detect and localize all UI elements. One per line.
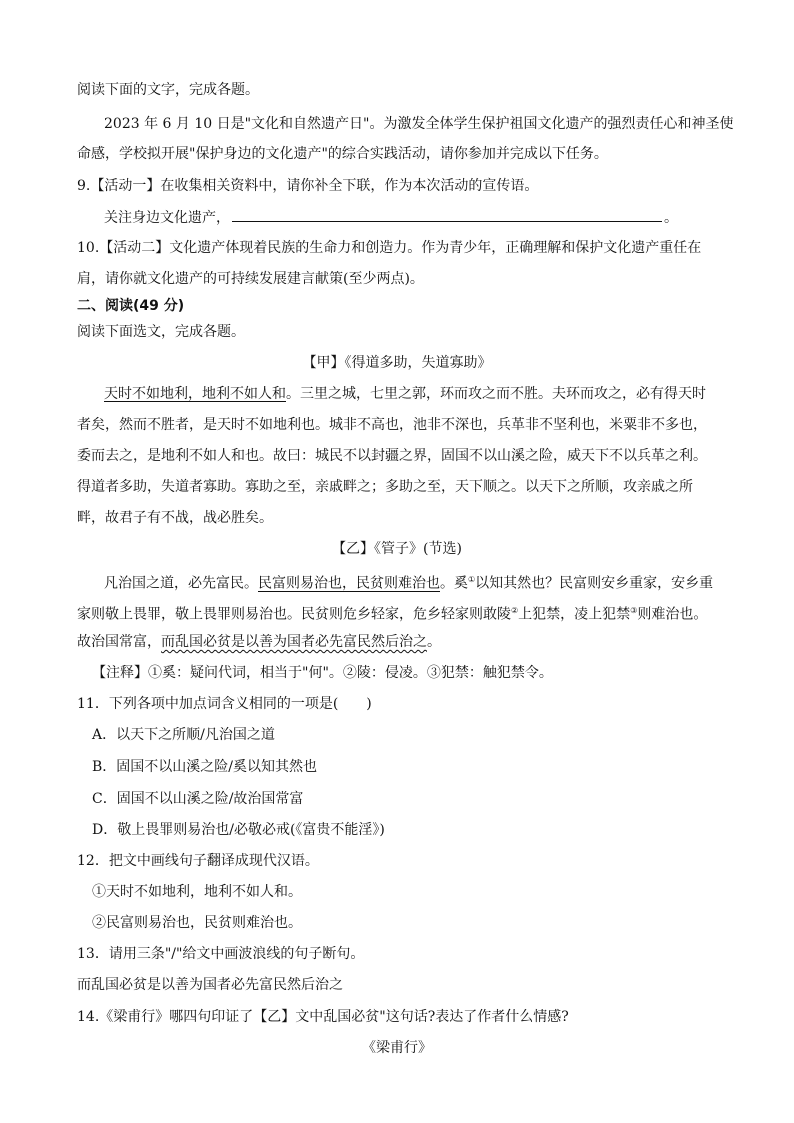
reading-instruction-2: 阅读下面选文，完成各题。 [77,324,245,340]
option-a[interactable]: A．以天下之所顺/凡治国之道 [92,727,275,743]
underlined-sentence: 天时不如地利，地利不如人和 [104,386,286,402]
footnote-marker: ② [511,606,519,615]
section-heading: 二、阅读(49 分) [77,298,185,314]
passage-yi-line [77,632,754,652]
poem-title: 《梁甫行》 [362,1040,432,1056]
question-13: 13．请用三条"/"给文中画波浪线的句子断句。 [77,946,365,962]
question-12-item-2: ②民富则易治也，民贫则难治也。 [92,915,302,931]
footnote-marker: ③ [630,606,638,615]
passage-jia-line: 委而去之，是地利不如人和也。故曰：城民不以封疆之界，固国不以山溪之险，威天下不以兵革之利。 [77,448,707,464]
text-span: 。三里之城，七里之郭，环而攻之而不胜。夫环而攻之，必有得天时 [286,386,706,402]
option-b[interactable]: B．固国不以山溪之险/奚以知其然也 [92,759,318,775]
reading-instruction-1: 阅读下面的文字，完成各题。 [77,82,259,98]
question-12: 12．把文中画线句子翻译成现代汉语。 [77,853,319,869]
underlined-sentence: 民富则易治也，民贫则难治也 [258,575,440,592]
text-span: 以知其然也？民富则安乡重家，安乡重 [475,575,714,592]
wavy-underlined-sentence: 而乱国必贫是以善为国者必先富民然后治之 [161,634,427,650]
question-10: 10.【活动二】文化遗产体现着民族的生命力和创造力。作为青少年，正确理解和保护文化遗产重任在 [77,240,702,256]
passage-jia-line: 得道者多助，失道者寡助。寡助之至，亲戚畔之；多助之至，天下顺之。以天下之所顺，攻亲戚之所 [77,479,693,495]
passage-jia-line [104,384,754,404]
annotations: 【注释】①奚：疑问代词，相当于"何"。②陵：侵凌。③犯禁：触犯禁令。 [92,665,553,681]
question-12-item-1: ①天时不如地利，地利不如人和。 [92,884,302,900]
text-span: 故治国常富， [77,634,161,650]
passage-paragraph-line: 命感，学校拟开展"保护身边的文化遗产"的综合实践活动，请你参加并完成以下任务。 [77,146,608,162]
answer-suffix: 。 [664,210,678,226]
text-span: 上犯禁，凌上犯禁 [518,606,631,623]
text-span: 家则敬上畏罪，敬上畏罪则易治也。民贫则危乡轻家，危乡轻家则敢陵 [77,606,511,623]
question-13-sentence: 而乱国必贫是以善为国者必先富民然后治之 [77,977,343,993]
question-14: 14.《梁甫行》哪四句印证了【乙】文中乱国必贫"这句话?表达了作者什么情感? [77,1009,569,1025]
passage-paragraph-line: 2023 年 6 月 10 日是"文化和自然遗产日"。为激发全体学生保护祖国文化遗产的强烈责任心和神圣使 [104,116,734,132]
option-d[interactable]: D．敬上畏罪则易治也/必敬必戒(《富贵不能淫》) [92,822,385,838]
option-c[interactable]: C．固国不以山溪之险/故治国常富 [92,791,304,807]
passage-jia-line: 者矣，然而不胜者，是天时不如地利也。城非不高也，池非不深也，兵革非不坚利也，米粟非不多也， [77,417,707,433]
text-span: 。 [427,634,441,650]
passage-yi-title: 【乙】《管子》(节选) [332,541,462,557]
question-10-continued: 肩，请你就文化遗产的可持续发展建言献策(至少两点)。 [77,271,424,287]
passage-jia-line: 畔，故君子有不战，战必胜矣。 [77,510,273,526]
question-11: 11．下列各项中加点词含义相同的一项是( ) [77,696,372,712]
text-span: 凡治国之道，必先富民。 [104,575,258,592]
question-9: 9.【活动一】在收集相关资料中，请你补全下联，作为本次活动的宣传语。 [77,178,539,194]
answer-blank[interactable] [232,207,662,222]
answer-prefix: 关注身边文化遗产， [104,210,230,226]
footnote-marker: ① [468,575,476,584]
question-9-answer-line [104,207,754,228]
passage-yi-line [77,601,754,625]
text-span: 。奚 [440,575,468,592]
text-span: 则难治也。 [637,606,708,623]
passage-yi-line [104,570,754,594]
passage-jia-title: 【甲】《得道多助，失道寡助》 [302,355,492,371]
